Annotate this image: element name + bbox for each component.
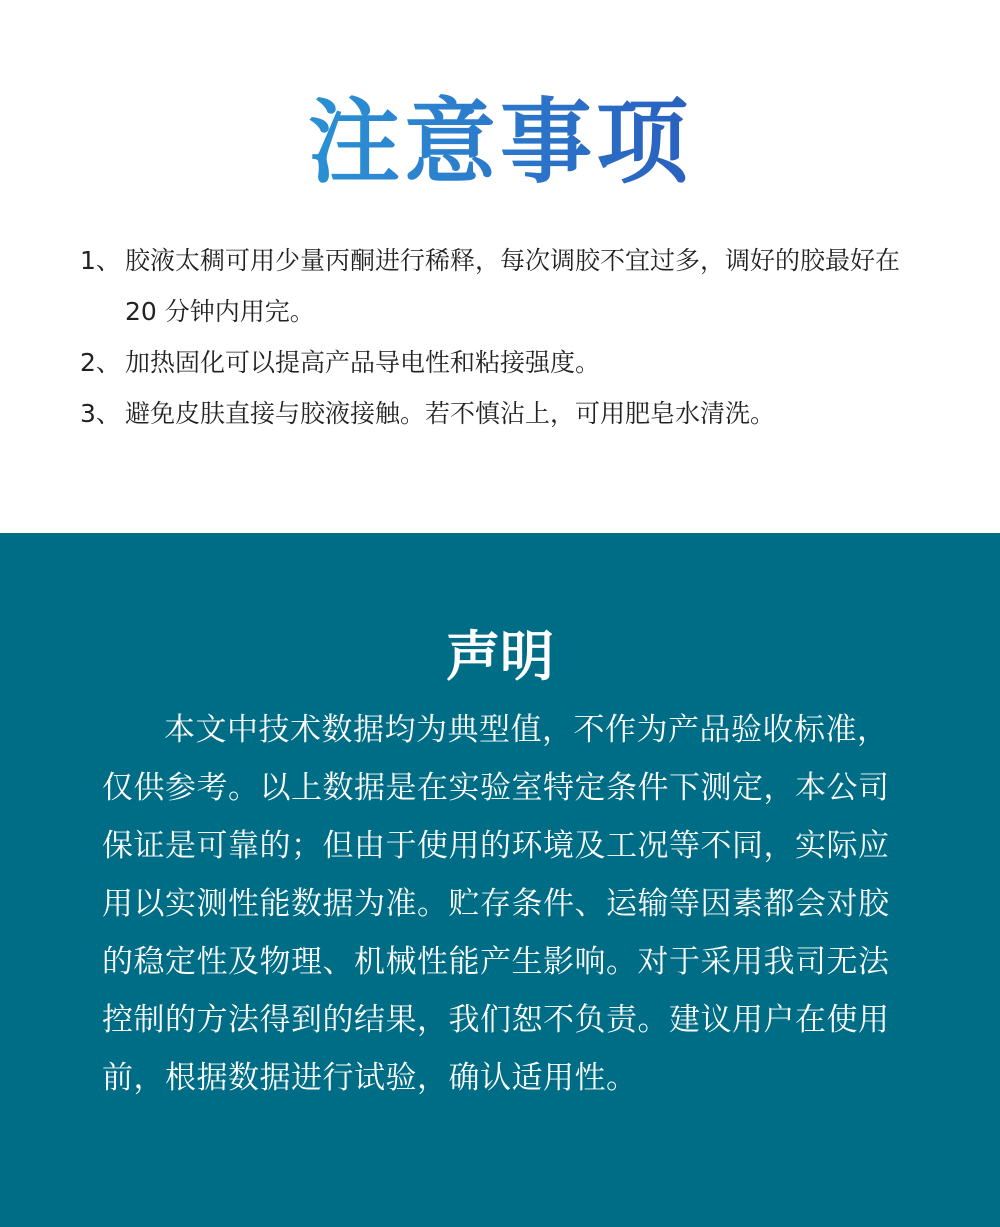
declaration-section: [0, 533, 1000, 1227]
notes-title: 注意事项: [0, 88, 1000, 198]
note-text: 胶液太稠可用少量丙酮进行稀释，每次调胶不宜过多，调好的胶最好在 20 分钟内用完。: [125, 246, 901, 326]
note-item: [80, 337, 940, 388]
notes-section: [0, 0, 1000, 533]
note-text: 加热固化可以提高产品导电性和粘接强度。: [125, 348, 601, 377]
note-number: 2、: [80, 348, 121, 377]
note-item: [80, 388, 940, 439]
note-number: 3、: [80, 399, 121, 428]
note-number: 1、: [80, 246, 121, 275]
notes-list: [80, 235, 940, 439]
note-item: [80, 235, 940, 337]
declaration-body: 本文中技术数据均为典型值，不作为产品验收标准，仅供参考。以上数据是在实验室特定条件下测定，本公司保证是可靠的；但由于使用的环境及工况等不同，实际应用以实测性能数据为准。贮存条件、运输等因素都会对胶的稳定性及物理、机械性能产生影响。对于采用我司无法控制的方法得到的结果，我们恕不负责。建议用户在使用前，根据数据进行试验，确认适用性。: [102, 712, 890, 1096]
note-text: 避免皮肤直接与胶液接触。若不慎沾上，可用肥皂水清洗。: [125, 399, 776, 428]
declaration-title: 声明: [446, 624, 554, 688]
